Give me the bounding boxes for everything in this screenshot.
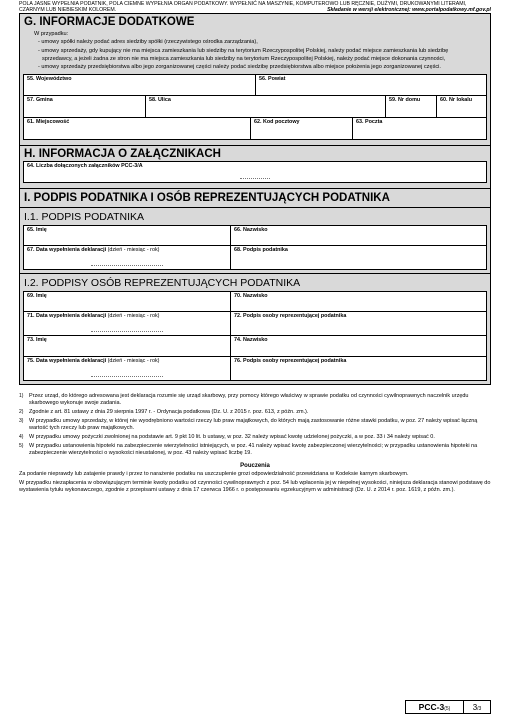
header-instructions — [19, 1, 491, 13]
form-footer — [405, 700, 491, 714]
field-57-commune[interactable]: 57. Gmina — [23, 96, 146, 118]
page-number: 3/3 — [472, 703, 482, 712]
section-i1-title: I.1. PODPIS PODATNIKA — [20, 207, 490, 225]
field-60-apartment-number[interactable]: 60. Nr lokalu — [437, 96, 487, 118]
footnotes — [19, 393, 491, 459]
field-56-county[interactable]: 56. Powiat — [256, 74, 487, 96]
header-note: POLA JASNE WYPEŁNIA PODATNIK, POLA CIEMNE WYPEŁNIA ORGAN PODATKOWY. WYPEŁNIĆ NA MASZYNIE, KOMPUTEROWO LUB RĘCZNIE, DUŻYMI, DRUKOWANYMI LITERAMI, CZARNYM LUB NIEBIESKIM KOLOREM. — [19, 1, 467, 13]
instructions-paragraph: Za podanie nieprawdy lub zatajenie prawdy i przez to narażenie podatku na uszczuplenie grozi odpowiedzialność przewidziana w Kodeksie karnym skarbowym. — [19, 471, 409, 478]
instruction-item: - umowy sprzedaży przedsiębiorstwa albo jego zorganizowanej części należy podać siedzibę przedsiębiorstwa albo miejsce położenia jego zorganizowanej części. — [38, 64, 441, 71]
section-g-instructions — [20, 30, 490, 71]
section-g-title: G. INFORMACJE DODATKOWE — [24, 16, 195, 28]
instructions-paragraph: W przypadku niezapłacenia w obowiązującym terminie kwoty podatku od czynności cywilnoprawnych z poz. 54 lub wpłacenia jej w niepełnej wysokości, niniejsza deklaracja stanowi podstawę do wystawienia tytułu wykonawczego, zgodnie z przepisami ustawy z dnia 17 czerwca 1966 r. o postępowaniu egzekucyjnym w administracji (Dz. U. z 2014 r. poz. 1619, z późn. zm.). — [19, 480, 491, 494]
field-68-taxpayer-signature[interactable]: 68. Podpis podatnika — [231, 246, 487, 270]
date-slots — [91, 265, 163, 266]
field-62-postal-code[interactable]: 62. Kod pocztowy — [251, 118, 353, 140]
field-65-first-name[interactable]: 65. Imię — [23, 225, 231, 246]
instruction-item: sprzedawcy, a jeżeli żadna ze stron nie ma miejsca zamieszkania lub siedziby na terytorium Rzeczypospolitej Polskiej, należy podać miejsce dokonania czynności, — [42, 55, 446, 62]
section-h-title: H. INFORMACJA O ZAŁĄCZNIKACH — [20, 145, 490, 161]
instruction-item: - umowy sprzedaży, gdy kupujący nie ma miejsca zamieszkania lub siedziby na terytorium Rzeczypospolitej Polskiej, należy podać miejsce zamieszkania lub siedzibę — [38, 47, 449, 54]
form-id: PCC-3(5) — [406, 701, 464, 713]
field-59-house-number[interactable]: 59. Nr domu — [386, 96, 437, 118]
field-67-fill-date[interactable]: 67. Data wypełnienia deklaracji (dzień - miesiąc - rok) — [23, 246, 231, 270]
field-70-last-name[interactable]: 70. Nazwisko — [231, 291, 487, 312]
instructions-section — [19, 463, 491, 496]
footnote: 2) Zgodnie z art. 81 ustawy z dnia 29 sierpnia 1997 r. - Ordynacja podatkowa (Dz. U. z 2015 r. poz. 613, z późn. zm.). — [19, 409, 309, 416]
date-slots — [91, 331, 163, 332]
field-55-voivodeship[interactable]: 55. Województwo — [23, 74, 256, 96]
footnote: 5) W przypadku ustanowienia hipoteki na zabezpieczenie wierzytelności istniejących, w poz. 41 należy wpisać kwotę zabezpieczonej wierzytelności; w przypadku ustanowienia hipoteki na zabezpieczenie wierzytelności o wysokości nieustalonej, w poz. 43 należy wpisać liczbę 19. — [19, 443, 478, 457]
field-64-attachments-count[interactable]: 64. Liczba dołączonych załączników PCC-3/A — [23, 161, 487, 183]
field-71-fill-date[interactable]: 71. Data wypełnienia deklaracji (dzień - miesiąc - rok) — [23, 312, 231, 336]
field-58-street[interactable]: 58. Ulica — [146, 96, 386, 118]
footnote: 1) Przez urząd, do którego adresowana jest deklaracja rozumie się urząd skarbowy, przy pomocy którego właściwy w sprawie podatku od czynności cywilnoprawnych naczelnik urzędu skarbowego wykonuje swoje zadania. — [19, 393, 469, 407]
footnote: 3) W przypadku umowy sprzedaży, w której nie wyodrębniono wartości rzeczy lub praw majątkowych, do których mają zastosowanie różne stawki podatku, w poz. 27 należy wpisać łączną wartość tych rzeczy lub praw majątkowych. — [19, 418, 478, 432]
attachments-count-slot — [240, 178, 270, 179]
form-frame — [19, 13, 491, 385]
field-61-city[interactable]: 61. Miejscowość — [23, 118, 251, 140]
date-slots — [91, 376, 163, 377]
field-72-representative-signature[interactable]: 72. Podpis osoby reprezentującej podatnika — [231, 312, 487, 336]
field-75-fill-date[interactable]: 75. Data wypełnienia deklaracji (dzień - miesiąc - rok) — [23, 357, 231, 381]
field-63-post-office[interactable]: 63. Poczta — [353, 118, 487, 140]
e-filing-note: Składanie w wersji elektronicznej: www.portalpodatkowy.mf.gov.pl — [327, 7, 491, 13]
section-i-title: I. PODPIS PODATNIKA I OSÓB REPREZENTUJĄCYCH PODATNIKA — [20, 188, 490, 207]
instructions-lead: W przypadku: — [34, 31, 69, 37]
instruction-item: - umowy spółki należy podać adres siedziby spółki (rzeczywistego ośrodka zarządzania), — [38, 39, 258, 46]
footnote: 4) W przypadku umowy pożyczki zwolnionej na podstawie art. 9 pkt 10 lit. b ustawy, w poz. 32 należy wpisać kwotę udzielonej pożyczki, a w poz. 33 i 34 należy wpisać 0. — [19, 434, 435, 441]
field-76-representative-signature[interactable]: 76. Podpis osoby reprezentującej podatnika — [231, 357, 487, 381]
section-i2-title: I.2. PODPISY OSÓB REPREZENTUJĄCYCH PODATNIKA — [20, 273, 490, 291]
field-74-last-name[interactable]: 74. Nazwisko — [231, 336, 487, 357]
field-69-first-name[interactable]: 69. Imię — [23, 291, 231, 312]
field-73-first-name[interactable]: 73. Imię — [23, 336, 231, 357]
instructions-title: Pouczenia — [240, 463, 270, 470]
field-66-last-name[interactable]: 66. Nazwisko — [231, 225, 487, 246]
